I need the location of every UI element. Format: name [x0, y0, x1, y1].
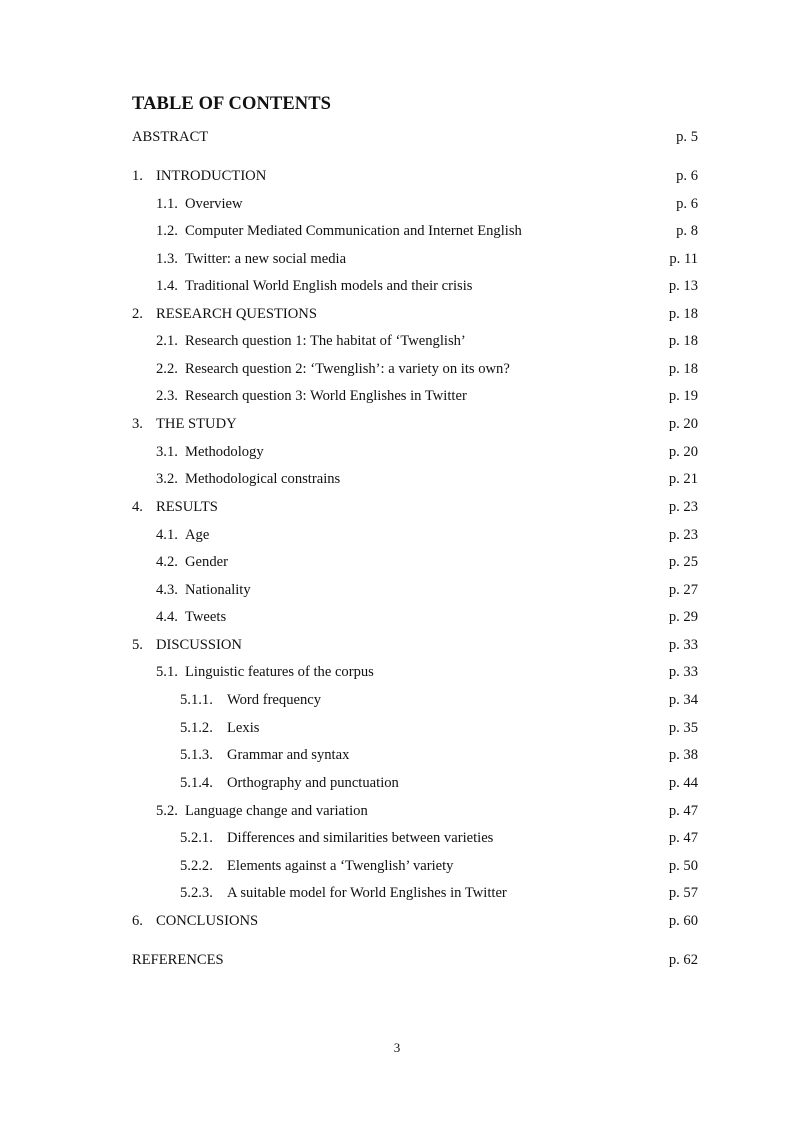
toc-entry-page: p. 21: [668, 471, 698, 487]
toc-entry-label: Age: [185, 527, 210, 543]
toc-entry-page: p. 6: [676, 168, 698, 184]
toc-entry-label: Twitter: a new social media: [185, 251, 347, 267]
toc-entry-page: p. 20: [668, 444, 698, 460]
page-title: TABLE OF CONTENTS: [132, 94, 332, 114]
toc-entry-number: 5.1.2.: [180, 720, 213, 736]
toc-entry-number: 4.3.: [156, 582, 178, 598]
toc-entry-subsection: [180, 773, 794, 793]
toc-entry-number: 5.2.: [156, 803, 178, 819]
toc-entry-subsection: [180, 856, 794, 876]
toc-entry-label: Differences and similarities between varieties: [227, 830, 494, 846]
toc-entry-subsection: [180, 718, 794, 738]
toc-entry-abstract: [132, 127, 794, 147]
toc-entry-number: 3.2.: [156, 471, 178, 487]
toc-entry-chapter: [132, 911, 794, 931]
toc-entry-label: Elements against a ‘Twenglish’ variety: [227, 858, 454, 874]
toc-entry-label: Grammar and syntax: [227, 747, 350, 763]
toc-entry-number: 1.4.: [156, 278, 178, 294]
toc-entry-section: [156, 469, 794, 489]
toc-entry-label: INTRODUCTION: [156, 168, 267, 184]
toc-entry-number: 4.2.: [156, 554, 178, 570]
toc-entry-label: Tweets: [185, 609, 227, 625]
toc-entry-label: Word frequency: [227, 692, 322, 708]
toc-entry-section: [156, 276, 794, 296]
toc-entry-references: [132, 950, 794, 970]
toc-entry-page: p. 18: [668, 306, 698, 322]
toc-entry-chapter: [132, 635, 794, 655]
toc-entry-number: 2.2.: [156, 361, 178, 377]
toc-entry-page: p. 18: [668, 333, 698, 349]
toc-entry-label: Methodology: [185, 444, 264, 460]
toc-entry-page: p. 33: [668, 664, 698, 680]
toc-entry-page: p. 33: [668, 637, 698, 653]
toc-entry-section: [156, 607, 794, 627]
toc-entry-number: 5.2.1.: [180, 830, 213, 846]
toc-entry-chapter: [132, 304, 794, 324]
toc-entry-subsection: [180, 690, 794, 710]
toc-entry-page: p. 23: [668, 527, 698, 543]
toc-entry-label: Traditional World English models and their crisis: [185, 278, 473, 294]
toc-entry-number: 1.1.: [156, 196, 178, 212]
toc-entry-section: [156, 552, 794, 572]
toc-entry-label: Research question 3: World Englishes in Twitter: [185, 388, 467, 404]
toc-entry-section: [156, 525, 794, 545]
toc-entry-section: [156, 221, 794, 241]
toc-entry-label: DISCUSSION: [156, 637, 242, 653]
toc-entry-page: p. 5: [676, 129, 698, 145]
toc-entry-page: p. 35: [668, 720, 698, 736]
toc-entry-page: p. 60: [668, 913, 698, 929]
toc-entry-section: [156, 442, 794, 462]
toc-entry-chapter: [132, 497, 794, 517]
toc-entry-section: [156, 359, 794, 379]
toc-entry-section: [156, 331, 794, 351]
toc-entry-page: p. 19: [668, 388, 698, 404]
toc-entry-label: ABSTRACT: [132, 129, 209, 145]
toc-entry-number: 4.4.: [156, 609, 178, 625]
toc-entry-number: 2.: [132, 306, 143, 322]
page-number: 3: [393, 1040, 401, 1055]
toc-entry-number: 5.: [132, 637, 143, 653]
toc-entry-number: 2.3.: [156, 388, 178, 404]
toc-entry-section: [156, 580, 794, 600]
toc-entry-page: p. 47: [668, 830, 698, 846]
toc-entry-number: 2.1.: [156, 333, 178, 349]
toc-entry-label: RESEARCH QUESTIONS: [156, 306, 317, 322]
toc-entry-page: p. 13: [668, 278, 698, 294]
toc-entry-number: 4.: [132, 499, 143, 515]
toc-entry-label: Research question 2: ‘Twenglish’: a variety on its own?: [185, 361, 510, 377]
toc-entry-number: 6.: [132, 913, 143, 929]
toc-entry-label: Computer Mediated Communication and Internet English: [185, 223, 522, 239]
toc-entry-label: Gender: [185, 554, 228, 570]
toc-entry-page: p. 44: [668, 775, 698, 791]
toc-entry-page: p. 27: [668, 582, 698, 598]
toc-entry-section: [156, 801, 794, 821]
toc-entry-page: p. 50: [668, 858, 698, 874]
toc-entry-label: REFERENCES: [132, 952, 224, 968]
toc-entry-subsection: [180, 828, 794, 848]
toc-entry-subsection: [180, 745, 794, 765]
toc-entry-page: p. 57: [668, 885, 698, 901]
toc-entry-number: 4.1.: [156, 527, 178, 543]
toc-entry-number: 5.2.3.: [180, 885, 213, 901]
toc-entry-number: 5.2.2.: [180, 858, 213, 874]
toc-entry-page: p. 34: [668, 692, 698, 708]
toc-entry-number: 3.: [132, 416, 143, 432]
toc-entry-page: p. 6: [676, 196, 698, 212]
toc-entry-number: 1.: [132, 168, 143, 184]
toc-entry-label: Research question 1: The habitat of ‘Twenglish’: [185, 333, 466, 349]
toc-entry-page: p. 25: [668, 554, 698, 570]
toc-entry-label: THE STUDY: [156, 416, 237, 432]
toc-entry-page: p. 18: [668, 361, 698, 377]
toc-entry-page: p. 62: [668, 952, 698, 968]
toc-entry-label: CONCLUSIONS: [156, 913, 259, 929]
toc-entry-number: 1.2.: [156, 223, 178, 239]
toc-entry-chapter: [132, 414, 794, 434]
toc-entry-page: p. 11: [669, 251, 698, 267]
toc-entry-section: [156, 194, 794, 214]
toc-entry-subsection: [180, 883, 794, 903]
toc-entry-label: A suitable model for World Englishes in Twitter: [227, 885, 507, 901]
toc-entry-section: [156, 249, 794, 269]
toc-entry-page: p. 23: [668, 499, 698, 515]
toc-entry-label: Methodological constrains: [185, 471, 341, 487]
toc-entry-label: Lexis: [227, 720, 260, 736]
toc-entry-page: p. 20: [668, 416, 698, 432]
toc-entry-page: p. 29: [668, 609, 698, 625]
toc-entry-section: [156, 662, 794, 682]
toc-entry-page: p. 8: [676, 223, 698, 239]
toc-entry-number: 5.1.: [156, 664, 178, 680]
toc-entry-chapter: [132, 166, 794, 186]
toc-entry-number: 5.1.3.: [180, 747, 213, 763]
toc-entry-label: Nationality: [185, 582, 251, 598]
toc-entry-label: Overview: [185, 196, 243, 212]
toc-entry-number: 5.1.1.: [180, 692, 213, 708]
toc-entry-page: p. 47: [668, 803, 698, 819]
toc-entry-section: [156, 386, 794, 406]
toc-entry-label: Orthography and punctuation: [227, 775, 399, 791]
toc-entry-label: Linguistic features of the corpus: [185, 664, 374, 680]
toc-entry-number: 5.1.4.: [180, 775, 213, 791]
toc-entry-label: RESULTS: [156, 499, 218, 515]
toc-entry-number: 1.3.: [156, 251, 178, 267]
toc-entry-number: 3.1.: [156, 444, 178, 460]
toc-entry-page: p. 38: [668, 747, 698, 763]
toc-entry-label: Language change and variation: [185, 803, 368, 819]
